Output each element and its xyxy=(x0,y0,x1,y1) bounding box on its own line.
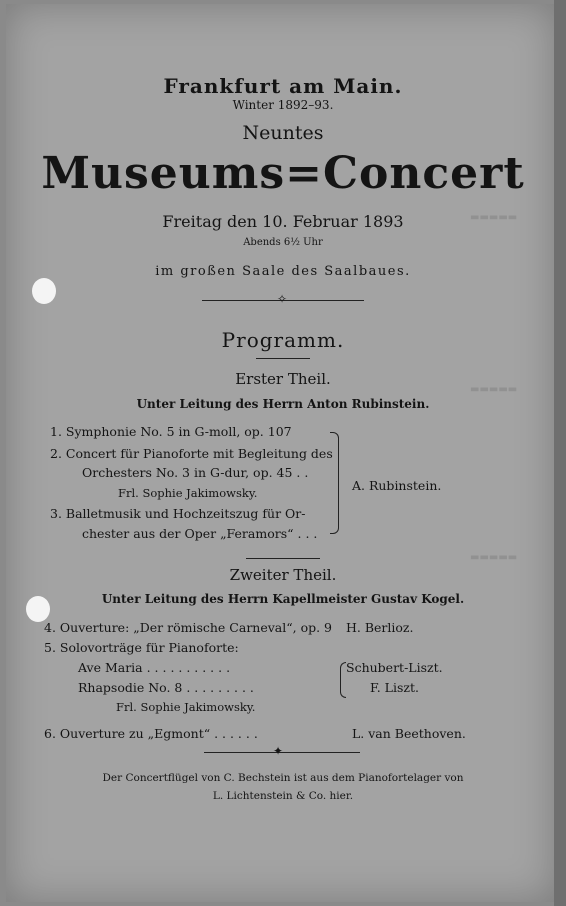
venue-line: im großen Saale des Saalbaues. xyxy=(155,264,411,279)
program-item-3: 3. Balletmusik und Hochzeitszug für Or- xyxy=(50,506,306,521)
program-item-2-line2: Orchesters No. 3 in G-dur, op. 45 . . xyxy=(82,465,309,480)
season-line: Winter 1892–93. xyxy=(232,98,334,112)
program-item-5-performer: Frl. Sophie Jakimowsky. xyxy=(116,700,256,714)
footer-line-2: L. Lichtenstein & Co. hier. xyxy=(212,790,354,802)
program-item-5-sub2-composer: F. Liszt. xyxy=(370,680,419,695)
part1-composer: A. Rubinstein. xyxy=(352,478,442,493)
bleed-through-text: ▬▬▬▬▬ xyxy=(470,384,518,395)
program-item-5: 5. Solovorträge für Pianoforte: xyxy=(44,640,239,655)
part1-conductor: Unter Leitung des Herrn Anton Rubinstein. xyxy=(136,397,430,411)
program-item-4: 4. Ouverture: „Der römische Carneval“, op. 9 xyxy=(44,620,333,635)
program-item-5-sub1: Ave Maria . . . . . . . . . . . xyxy=(78,660,231,675)
programm-heading: Programm. xyxy=(221,328,345,352)
program-item-2-performer: Frl. Sophie Jakimowsky. xyxy=(118,486,258,500)
composer-brace xyxy=(340,662,346,698)
part1-heading: Erster Theil. xyxy=(235,370,331,388)
bleed-through-text: ▬▬▬▬▬ xyxy=(470,552,518,563)
program-item-5-sub2: Rhapsodie No. 8 . . . . . . . . . xyxy=(78,680,254,695)
heading-underline xyxy=(256,358,310,359)
footer-line-1: Der Concertflügel von C. Bechstein ist aus dem Pianofortelager von xyxy=(102,772,464,784)
punch-hole xyxy=(32,278,56,304)
program-item-2: 2. Concert für Pianoforte mit Begleitung des xyxy=(50,446,333,461)
part2-heading: Zweiter Theil. xyxy=(229,566,337,584)
divider-ornament: ✧ xyxy=(277,292,288,306)
program-item-5-sub1-composer: Schubert-Liszt. xyxy=(346,660,443,675)
program-item-3-line2: chester aus der Oper „Feramors“ . . . xyxy=(82,526,318,541)
bottom-divider-ornament: ✦ xyxy=(273,744,284,758)
program-item-1: 1. Symphonie No. 5 in G-moll, op. 107 xyxy=(50,424,292,439)
program-item-4-composer: H. Berlioz. xyxy=(346,620,414,635)
program-item-6: 6. Ouverture zu „Egmont“ . . . . . . xyxy=(44,726,258,741)
part2-conductor: Unter Leitung des Herrn Kapellmeister Gustav Kogel. xyxy=(101,592,465,606)
section-divider xyxy=(246,558,320,559)
date-line: Freitag den 10. Februar 1893 xyxy=(162,212,404,231)
time-line: Abends 6½ Uhr xyxy=(243,237,323,248)
grouping-brace xyxy=(330,432,339,534)
bleed-through-text: ▬▬▬▬▬ xyxy=(470,212,518,223)
ordinal-line: Neuntes xyxy=(242,122,324,144)
city-line: Frankfurt am Main. xyxy=(163,74,403,98)
program-item-6-composer: L. van Beethoven. xyxy=(352,726,466,741)
concert-title: Museums=Concert xyxy=(41,148,525,199)
